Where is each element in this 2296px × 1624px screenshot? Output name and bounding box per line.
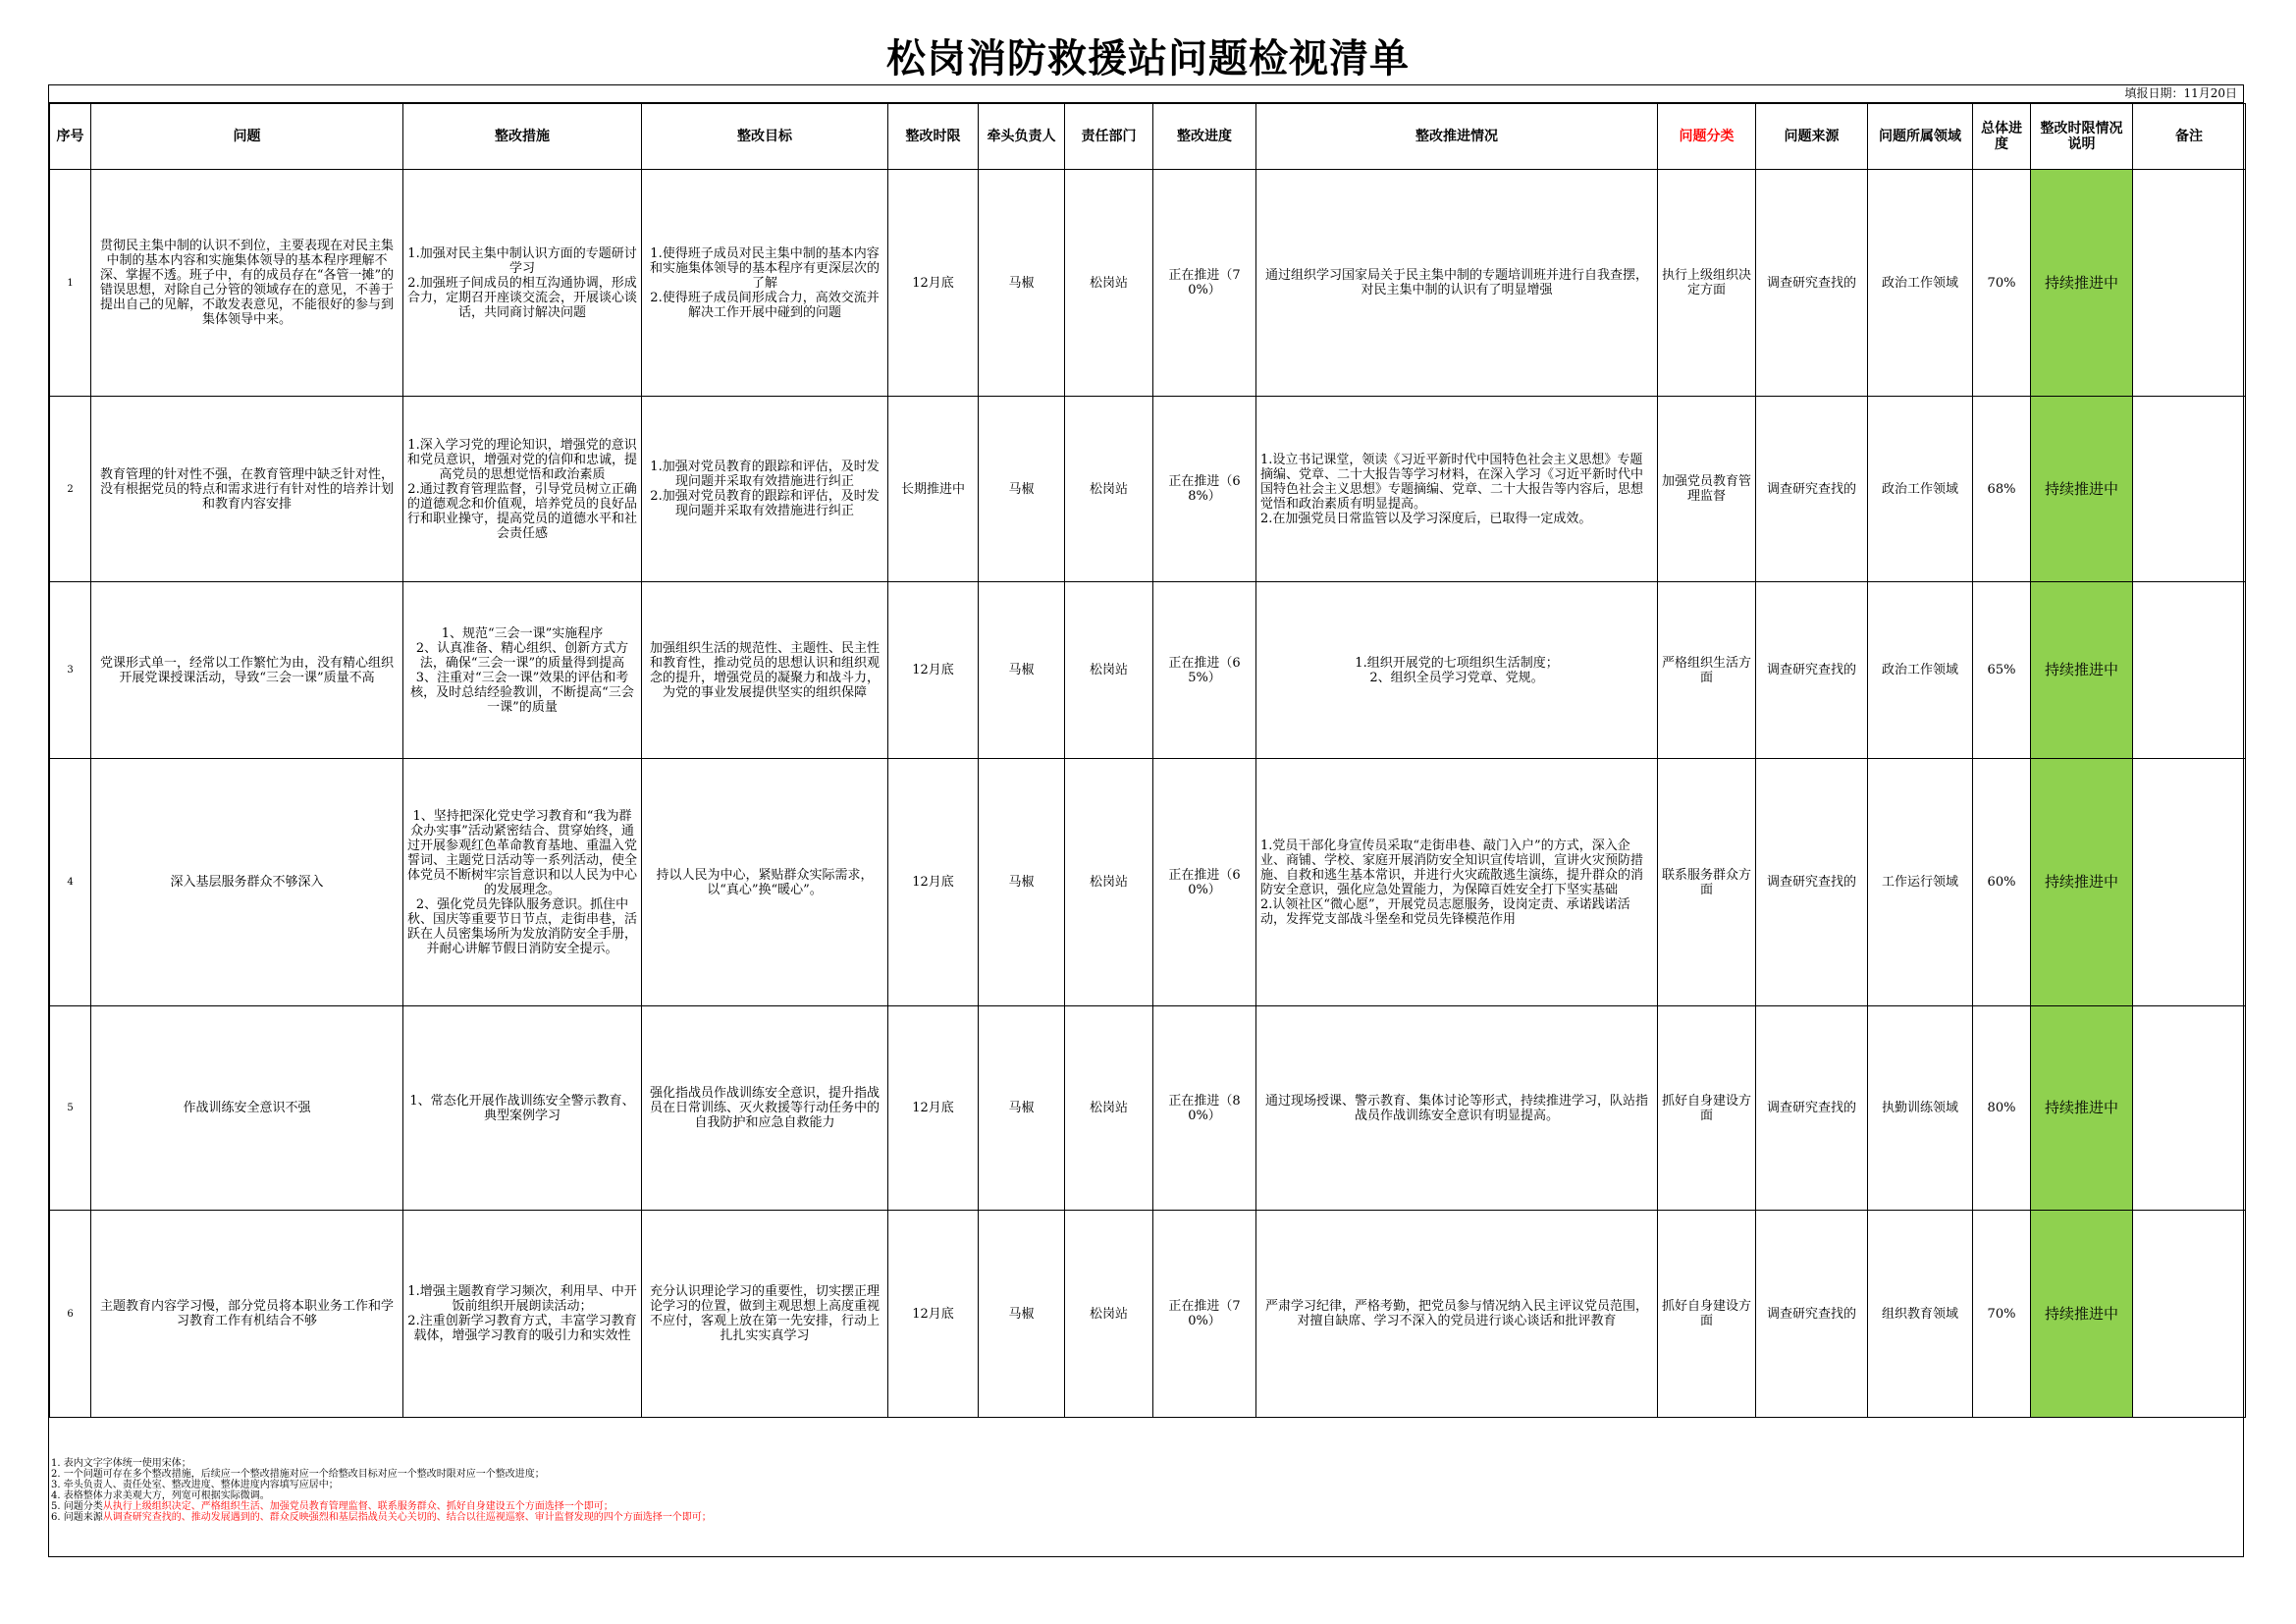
- cell-progress: 正在推进（80%）: [1153, 1006, 1256, 1211]
- cell-deadline-note: 持续推进中: [2031, 1211, 2133, 1418]
- header-problem: 问题: [91, 104, 403, 170]
- cell-deadline: 12月底: [888, 1211, 979, 1418]
- table-row: [50, 170, 2246, 397]
- header-status: 整改推进情况: [1256, 104, 1658, 170]
- cell-category: 抓好自身建设方面: [1658, 1211, 1756, 1418]
- cell-seq: 3: [50, 582, 91, 759]
- header-row: [50, 104, 2246, 170]
- cell-goal: 1.使得班子成员对民主集中制的基本内容和实施集体领导的基本程序有更深层次的了解 2.使得班子成员间形成合力，高效交流并解决工作开展中碰到的问题: [642, 170, 888, 397]
- cell-status: 通过现场授课、警示教育、集体讨论等形式，持续推进学习，队站指战员作战训练安全意识有明显提高。: [1256, 1006, 1658, 1211]
- table-row: [50, 397, 2246, 582]
- cell-overall: 65%: [1973, 582, 2031, 759]
- cell-measures: 1.加强对民主集中制认识方面的专题研讨学习 2.加强班子间成员的相互沟通协调，形成合力，定期召开座谈交流会，开展谈心谈话，共同商讨解决问题: [403, 170, 642, 397]
- cell-deadline-note: 持续推进中: [2031, 397, 2133, 582]
- cell-source: 调查研究查找的: [1756, 759, 1868, 1006]
- header-leader: 牵头负责人: [979, 104, 1065, 170]
- footnote-line: 4. 表格整体力求美观大方，列宽可根据实际微调。: [51, 1490, 270, 1501]
- header-dept: 责任部门: [1065, 104, 1153, 170]
- cell-problem: 主题教育内容学习慢，部分党员将本职业务工作和学习教育工作有机结合不够: [91, 1211, 403, 1418]
- cell-goal: 充分认识理论学习的重要性，切实摆正理论学习的位置，做到主观思想上高度重视不应付，客观上放在第一先安排，行动上扎扎实实真学习: [642, 1211, 888, 1418]
- table-row: [50, 1211, 2246, 1418]
- cell-status: 严肃学习纪律，严格考勤，把党员参与情况纳入民主评议党员范围，对擅自缺席、学习不深入的党员进行谈心谈话和批评教育: [1256, 1211, 1658, 1418]
- cell-remark: [2133, 397, 2246, 582]
- header-remark: 备注: [2133, 104, 2246, 170]
- cell-source: 调查研究查找的: [1756, 397, 1868, 582]
- cell-seq: 5: [50, 1006, 91, 1211]
- cell-progress: 正在推进（68%）: [1153, 397, 1256, 582]
- cell-field: 政治工作领域: [1868, 582, 1973, 759]
- cell-dept: 松岗站: [1065, 397, 1153, 582]
- cell-deadline-note: 持续推进中: [2031, 759, 2133, 1006]
- cell-remark: [2133, 170, 2246, 397]
- cell-field: 执勤训练领域: [1868, 1006, 1973, 1211]
- cell-overall: 60%: [1973, 759, 2031, 1006]
- cell-leader: 马椒: [979, 582, 1065, 759]
- cell-deadline: 长期推进中: [888, 397, 979, 582]
- cell-dept: 松岗站: [1065, 759, 1153, 1006]
- cell-field: 工作运行领域: [1868, 759, 1973, 1006]
- cell-deadline: 12月底: [888, 170, 979, 397]
- table-row: [50, 582, 2246, 759]
- table-row: [50, 759, 2246, 1006]
- cell-deadline: 12月底: [888, 582, 979, 759]
- problem-table: [49, 103, 2246, 1418]
- header-overall: 总体进度: [1973, 104, 2031, 170]
- header-measures: 整改措施: [403, 104, 642, 170]
- footnote-line: 5. 问题分类从执行上级组织决定、严格组织生活、加强党员教育管理监督、联系服务群众、抓好自身建设五个方面选择一个即可；: [51, 1501, 614, 1512]
- cell-status: 1.党员干部化身宣传员采取“走街串巷、敲门入户”的方式，深入企业、商铺、学校、家庭开展消防安全知识宣传培训，宣讲火灾预防措施、自救和逃生基本常识，并进行火灾疏散逃生演练，提升群众的消防安全意识，强化应急处置能力，为保障百姓安全打下坚实基础 2.认领社区“微心愿”，开展党员志愿服务，设岗定责、承诺践诺活动，发挥党支部战斗堡垒和党员先锋模范作用: [1256, 759, 1658, 1006]
- cell-field: 政治工作领域: [1868, 170, 1973, 397]
- page-title: 松岗消防救援站问题检视清单: [886, 36, 1410, 81]
- cell-status: 通过组织学习国家局关于民主集中制的专题培训班并进行自我查摆，对民主集中制的认识有了明显增强: [1256, 170, 1658, 397]
- cell-deadline-note: 持续推进中: [2031, 1006, 2133, 1211]
- footnote-line: 3. 牵头负责人、责任处室、整改进度、整体进度内容填写应居中；: [51, 1480, 339, 1490]
- cell-progress: 正在推进（65%）: [1153, 582, 1256, 759]
- header-goal: 整改目标: [642, 104, 888, 170]
- cell-leader: 马椒: [979, 1211, 1065, 1418]
- cell-goal: 持以人民为中心，紧贴群众实际需求，以“真心”换“暖心”。: [642, 759, 888, 1006]
- footnote-line: 2. 一个问题可存在多个整改措施，后续应一个整改措施对应一个给整改目标对应一个整改时限对应一个整改进度；: [51, 1469, 545, 1480]
- footnotes: [49, 1424, 2243, 1556]
- cell-field: 政治工作领域: [1868, 397, 1973, 582]
- cell-problem: 党课形式单一，经常以工作繁忙为由，没有精心组织开展党课授课活动，导致“三会一课”质量不高: [91, 582, 403, 759]
- cell-overall: 70%: [1973, 1211, 2031, 1418]
- header-progress: 整改进度: [1153, 104, 1256, 170]
- cell-goal: 1.加强对党员教育的跟踪和评估，及时发现问题并采取有效措施进行纠正 2.加强对党员教育的跟踪和评估，及时发现问题并采取有效措施进行纠正: [642, 397, 888, 582]
- cell-overall: 68%: [1973, 397, 2031, 582]
- cell-leader: 马椒: [979, 397, 1065, 582]
- cell-source: 调查研究查找的: [1756, 582, 1868, 759]
- footnote-line: 6. 问题来源从调查研究查找的、推动发展遇到的、群众反映强烈和基层指战员关心关切的、结合以往巡视巡察、审计监督发现的四个方面选择一个即可；: [51, 1512, 712, 1523]
- header-category: 问题分类: [1658, 104, 1756, 170]
- cell-goal: 强化指战员作战训练安全意识，提升指战员在日常训练、灭火救援等行动任务中的自我防护和应急自救能力: [642, 1006, 888, 1211]
- header-field: 问题所属领域: [1868, 104, 1973, 170]
- cell-seq: 2: [50, 397, 91, 582]
- inventory-sheet: [48, 84, 2244, 1557]
- footnote-line: 1. 表内文字字体统一使用宋体；: [51, 1458, 191, 1469]
- cell-leader: 马椒: [979, 170, 1065, 397]
- cell-measures: 1.深入学习党的理论知识，增强党的意识和党员意识，增强对党的信仰和忠诚，提高党员的思想觉悟和政治素质 2.通过教育管理监督，引导党员树立正确的道德观念和价值观，培养党员的良好品行和职业操守，提高党员的道德水平和社会责任感: [403, 397, 642, 582]
- cell-source: 调查研究查找的: [1756, 170, 1868, 397]
- cell-source: 调查研究查找的: [1756, 1006, 1868, 1211]
- cell-status: 1.组织开展党的七项组织生活制度； 2、组织全员学习党章、党规。: [1256, 582, 1658, 759]
- cell-seq: 4: [50, 759, 91, 1006]
- cell-deadline-note: 持续推进中: [2031, 582, 2133, 759]
- header-deadline-note: 整改时限情况说明: [2031, 104, 2133, 170]
- cell-measures: 1、常态化开展作战训练安全警示教育、典型案例学习: [403, 1006, 642, 1211]
- cell-source: 调查研究查找的: [1756, 1211, 1868, 1418]
- cell-seq: 6: [50, 1211, 91, 1418]
- table-row: [50, 1006, 2246, 1211]
- cell-progress: 正在推进（70%）: [1153, 170, 1256, 397]
- cell-category: 执行上级组织决定方面: [1658, 170, 1756, 397]
- cell-seq: 1: [50, 170, 91, 397]
- cell-deadline-note: 持续推进中: [2031, 170, 2133, 397]
- cell-deadline: 12月底: [888, 759, 979, 1006]
- cell-problem: 深入基层服务群众不够深入: [91, 759, 403, 1006]
- cell-remark: [2133, 582, 2246, 759]
- cell-category: 联系服务群众方面: [1658, 759, 1756, 1006]
- cell-deadline: 12月底: [888, 1006, 979, 1211]
- cell-remark: [2133, 759, 2246, 1006]
- header-source: 问题来源: [1756, 104, 1868, 170]
- cell-remark: [2133, 1006, 2246, 1211]
- cell-overall: 70%: [1973, 170, 2031, 397]
- cell-leader: 马椒: [979, 759, 1065, 1006]
- cell-dept: 松岗站: [1065, 1006, 1153, 1211]
- cell-field: 组织教育领域: [1868, 1211, 1973, 1418]
- cell-progress: 正在推进（70%）: [1153, 1211, 1256, 1418]
- header-deadline: 整改时限: [888, 104, 979, 170]
- cell-goal: 加强组织生活的规范性、主题性、民主性和教育性，推动党员的思想认识和组织观念的提升，增强党员的凝聚力和战斗力，为党的事业发展提供坚实的组织保障: [642, 582, 888, 759]
- cell-remark: [2133, 1211, 2246, 1418]
- cell-dept: 松岗站: [1065, 582, 1153, 759]
- cell-problem: 贯彻民主集中制的认识不到位，主要表现在对民主集中制的基本内容和实施集体领导的基本程序理解不深、掌握不透。班子中，有的成员存在“各管一摊”的错误思想，对除自己分管的领域存在的意见，不善于提出自己的见解，不敢发表意见，不能很好的参与到集体领导中来。: [91, 170, 403, 397]
- cell-dept: 松岗站: [1065, 1211, 1153, 1418]
- cell-progress: 正在推进（60%）: [1153, 759, 1256, 1006]
- cell-measures: 1、坚持把深化党史学习教育和“我为群众办实事”活动紧密结合、贯穿始终，通过开展参观红色革命教育基地、重温入党誓词、主题党日活动等一系列活动，使全体党员不断树牢宗旨意识和以人民为中心的发展理念。 2、强化党员先锋队服务意识。抓住中秋、国庆等重要节日节点，走街串巷，活跃在人员密集场所为发放消防安全手册，并耐心讲解节假日消防安全提示。: [403, 759, 642, 1006]
- cell-category: 抓好自身建设方面: [1658, 1006, 1756, 1211]
- cell-leader: 马椒: [979, 1006, 1065, 1211]
- cell-category: 加强党员教育管理监督: [1658, 397, 1756, 582]
- cell-category: 严格组织生活方面: [1658, 582, 1756, 759]
- cell-problem: 教育管理的针对性不强，在教育管理中缺乏针对性，没有根据党员的特点和需求进行有针对性的培养计划和教育内容安排: [91, 397, 403, 582]
- header-seq: 序号: [50, 104, 91, 170]
- cell-status: 1.设立书记课堂，领读《习近平新时代中国特色社会主义思想》专题摘编、党章、二十大报告等学习材料，在深入学习《习近平新时代中国特色社会主义思想》专题摘编、党章、二十大报告等内容后，思想觉悟和政治素质有明显提高。 2.在加强党员日常监管以及学习深度后，已取得一定成效。: [1256, 397, 1658, 582]
- cell-dept: 松岗站: [1065, 170, 1153, 397]
- cell-measures: 1、规范“三会一课”实施程序 2、认真准备、精心组织、创新方式方法，确保“三会一课”的质量得到提高 3、注重对“三会一课”效果的评估和考核，及时总结经验教训，不断提高“三会一课”的质量: [403, 582, 642, 759]
- cell-problem: 作战训练安全意识不强: [91, 1006, 403, 1211]
- cell-measures: 1.增强主题教育学习频次，利用早、中开饭前组织开展朗读活动； 2.注重创新学习教育方式，丰富学习教育载体，增强学习教育的吸引力和实效性: [403, 1211, 642, 1418]
- report-date: 填报日期：11月20日: [49, 85, 2243, 103]
- cell-overall: 80%: [1973, 1006, 2031, 1211]
